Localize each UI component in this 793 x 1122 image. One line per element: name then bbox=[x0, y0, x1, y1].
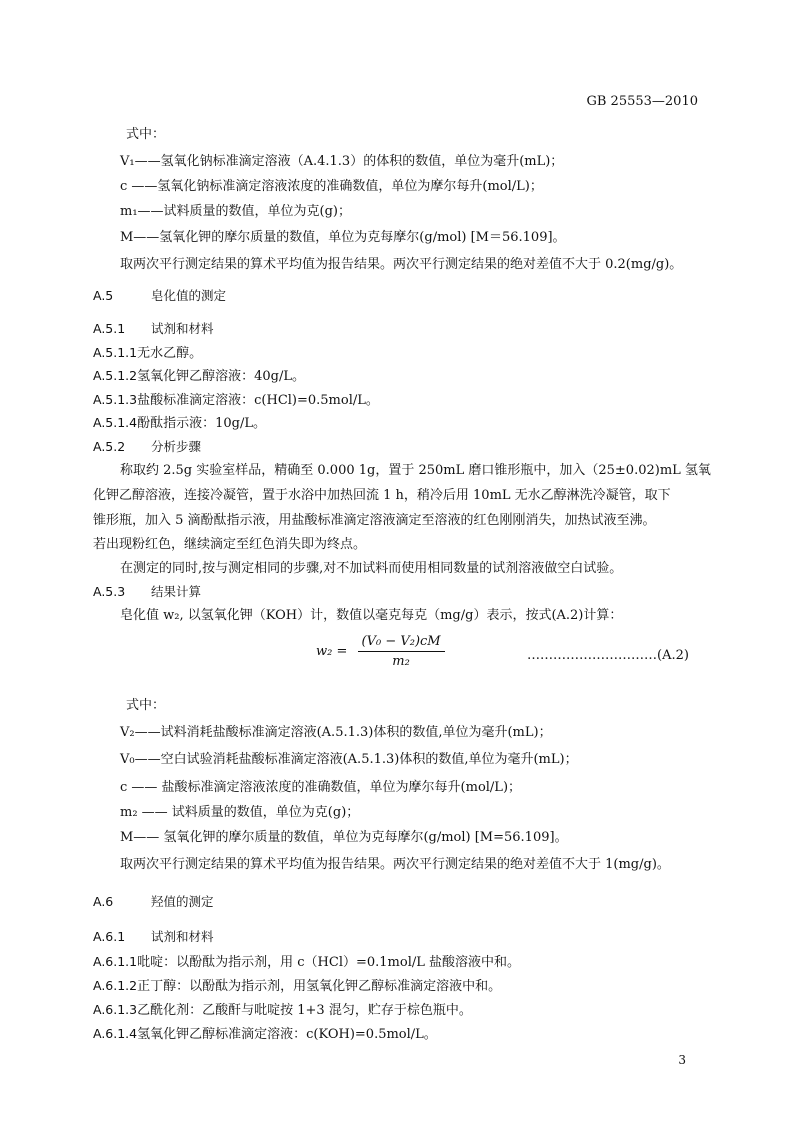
var-M-def: M——氢氧化钾的摩尔质量的数值，单位为克每摩尔(g/mol) [M＝56.109]。 bbox=[120, 230, 566, 245]
paragraph-line: 锥形瓶，加入 5 滴酚酞指示液，用盐酸标准滴定溶液滴定至溶液的红色刚刚消失，加热试液至沸。 bbox=[93, 513, 656, 528]
subsection-title: 分析步骤 bbox=[151, 439, 202, 454]
subsection-number: A.5.3 bbox=[93, 584, 126, 599]
paragraph-line: 化钾乙醇溶液，连接冷凝管，置于水浴中加热回流 1 h，稍冷后用 10mL 无水乙醇淋洗冷凝管，取下 bbox=[93, 488, 671, 503]
item-text: 氢氧化钾乙醇标准滴定溶液：c(KOH)=0.5mol/L。 bbox=[137, 1027, 437, 1042]
var-c-def: c ——氢氧化钠标准滴定溶液浓度的准确数值，单位为摩尔每升(mol/L)； bbox=[120, 179, 543, 194]
var-M-def: M—— 氢氧化钾的摩尔质量的数值，单位为克每摩尔(g/mol) [M=56.109]。 bbox=[120, 830, 568, 845]
list-item bbox=[93, 414, 266, 433]
var-m1-def: m₁——试料质量的数值，单位为克(g)； bbox=[120, 204, 352, 219]
item-number: A.6.1.4 bbox=[93, 1026, 138, 1041]
section-title: 皂化值的测定 bbox=[151, 288, 227, 303]
item-text: 氢氧化钾乙醇溶液：40g/L。 bbox=[137, 369, 306, 384]
item-text: 乙酰化剂：乙酸酐与吡啶按 1+3 混匀，贮存于棕色瓶中。 bbox=[137, 1003, 472, 1018]
var-v0-def: V₀——空白试验消耗盐酸标准滴定溶液(A.5.1.3)体积的数值,单位为毫升(mL)； bbox=[120, 752, 578, 767]
item-number: A.6.1.2 bbox=[93, 978, 138, 993]
list-item bbox=[93, 1025, 437, 1044]
section-number: A.6 bbox=[93, 894, 114, 909]
list-item bbox=[93, 977, 501, 996]
list-item bbox=[93, 1001, 472, 1020]
standard-number: GB 25553—2010 bbox=[586, 94, 698, 109]
list-item bbox=[93, 953, 520, 972]
section-heading bbox=[93, 893, 214, 911]
formula-numerator: (V₀ − V₂)cM bbox=[358, 634, 445, 652]
subsection-title: 试剂和材料 bbox=[151, 321, 214, 336]
where-label: 式中： bbox=[126, 127, 166, 142]
section-number: A.5 bbox=[93, 288, 114, 303]
formula-lhs: w₂ = bbox=[316, 644, 348, 659]
section-heading bbox=[93, 287, 226, 305]
item-number: A.5.1.1 bbox=[93, 345, 138, 360]
item-text: 无水乙醇。 bbox=[137, 346, 203, 361]
subsection-title: 结果计算 bbox=[151, 584, 202, 599]
paragraph-line: 称取约 2.5g 实验室样品，精确至 0.000 1g，置于 250mL 磨口锥形瓶中，加入（25±0.02)mL 氢氧 bbox=[120, 463, 711, 478]
section-title: 羟值的测定 bbox=[151, 894, 214, 909]
list-item bbox=[93, 344, 202, 363]
list-item bbox=[93, 367, 305, 386]
paragraph-line: 皂化值 w₂, 以氢氧化钾（KOH）计，数值以毫克每克（mg/g）表示，按式(A.2)计算： bbox=[120, 608, 623, 623]
subsection-heading bbox=[93, 928, 214, 946]
var-m2-def: m₂ —— 试料质量的数值，单位为克(g)； bbox=[120, 805, 360, 820]
equation-label: …………………………(A.2) bbox=[527, 648, 689, 663]
subsection-number: A.5.1 bbox=[93, 321, 126, 336]
item-number: A.6.1.1 bbox=[93, 954, 138, 969]
subsection-number: A.5.2 bbox=[93, 439, 126, 454]
var-v1-def: V₁——氢氧化钠标准滴定溶液（A.4.1.3）的体积的数值，单位为毫升(mL)； bbox=[120, 154, 564, 169]
paragraph-line: 若出现粉红色，继续滴定至红色消失即为终点。 bbox=[93, 537, 367, 552]
item-text: 正丁醇：以酚酞为指示剂，用氢氧化钾乙醇标准滴定溶液中和。 bbox=[137, 979, 502, 994]
formula-denominator: m₂ bbox=[392, 654, 410, 669]
subsection-title: 试剂和材料 bbox=[151, 929, 214, 944]
item-number: A.5.1.4 bbox=[93, 415, 138, 430]
item-text: 盐酸标准滴定溶液：c(HCl)=0.5mol/L。 bbox=[137, 393, 379, 408]
formula-fraction bbox=[358, 634, 445, 669]
where-label: 式中： bbox=[126, 698, 166, 713]
list-item bbox=[93, 391, 379, 410]
result-paragraph: 取两次平行测定结果的算术平均值为报告结果。两次平行测定结果的绝对差值不大于 0.2(mg/g)。 bbox=[120, 257, 683, 272]
subsection-number: A.6.1 bbox=[93, 929, 126, 944]
subsection-heading bbox=[93, 438, 201, 456]
subsection-heading bbox=[93, 583, 201, 601]
item-number: A.5.1.3 bbox=[93, 392, 138, 407]
page-number: 3 bbox=[678, 1053, 686, 1067]
paragraph-line: 在测定的同时,按与测定相同的步骤,对不加试料而使用相同数量的试剂溶液做空白试验。 bbox=[120, 561, 623, 576]
item-text: 酚酞指示液：10g/L。 bbox=[137, 416, 267, 431]
item-number: A.5.1.2 bbox=[93, 368, 138, 383]
result-paragraph: 取两次平行测定结果的算术平均值为报告结果。两次平行测定结果的绝对差值不大于 1(mg/g)。 bbox=[120, 857, 670, 872]
item-text: 吡啶：以酚酞为指示剂，用 c（HCl）=0.1mol/L 盐酸溶液中和。 bbox=[137, 955, 521, 970]
item-number: A.6.1.3 bbox=[93, 1002, 138, 1017]
var-c-def: c —— 盐酸标准滴定溶液浓度的准确数值，单位为摩尔每升(mol/L)； bbox=[120, 780, 522, 795]
subsection-heading bbox=[93, 320, 214, 338]
var-v2-def: V₂——试料消耗盐酸标准滴定溶液(A.5.1.3)体积的数值,单位为毫升(mL)； bbox=[120, 725, 552, 740]
formula-a2 bbox=[316, 634, 445, 669]
